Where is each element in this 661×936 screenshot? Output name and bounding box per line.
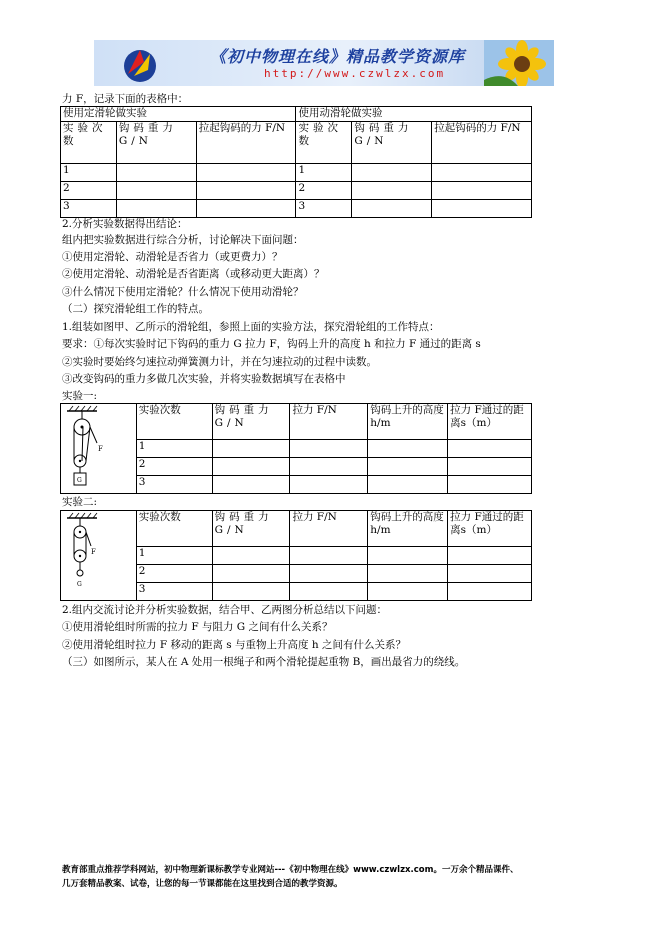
- row-number: 1: [296, 164, 352, 182]
- footer-line-1: 教育部重点推荐学科网站，初中物理新课标教学专业网站---《初中物理在线》www.czwlzx.com。一万余个精品课件、: [62, 865, 519, 875]
- section-two-item1: 1.组装如图甲、乙所示的滑轮组，参照上面的实验方法，探究滑轮组的工作特点：: [62, 321, 440, 333]
- col-weight: 钩码重力 G/N: [212, 404, 290, 440]
- exp1-label: 实验一:: [62, 390, 98, 402]
- row-number: 2: [296, 182, 352, 200]
- sunflower-image: [484, 40, 554, 86]
- banner-title: 《初中物理在线》精品教学资源库: [210, 47, 466, 66]
- row-number: 3: [61, 200, 117, 218]
- banner-url[interactable]: http://www.czwlzx.com: [264, 67, 446, 80]
- section-two-req3: ③改变钩码的重力多做几次实验，并将实验数据填写在表格中: [62, 373, 346, 385]
- col-height: 钩码上升的高度 h/m: [368, 511, 448, 547]
- col-trial: 实验次数: [136, 404, 212, 440]
- section2-q2: ②使用定滑轮、动滑轮是否省距离（或移动更大距离）？: [62, 268, 325, 280]
- site-logo: [120, 44, 160, 84]
- col-weight: 钩码重力 G/N: [116, 122, 196, 164]
- col-trial: 实验次数: [61, 122, 117, 164]
- row-number: 3: [136, 583, 212, 601]
- section2b-q2: ②使用滑轮组时拉力 F 移动的距离 s 与重物上升高度 h 之间有什么关系？: [62, 639, 406, 651]
- weight-label-icon: G: [77, 477, 82, 484]
- exp2-label: 实验二:: [62, 496, 98, 508]
- force-label-icon: F: [91, 548, 96, 556]
- movable-pulley-header: 使用动滑轮做实验: [296, 107, 532, 122]
- section2-heading: 2.分析实验数据得出结论：: [62, 218, 188, 230]
- row-number: 2: [136, 565, 212, 583]
- col-distance: 拉力 F通过的距离s（m）: [448, 511, 532, 547]
- force-label-icon: F: [98, 445, 103, 453]
- section-three: （三）如图所示，某人在 A 处用一根绳子和两个滑轮提起重物 B，画出最省力的绕线。: [62, 656, 466, 668]
- row-number: 1: [61, 164, 117, 182]
- section2-q3: ③什么情况下使用定滑轮？什么情况下使用动滑轮？: [62, 286, 304, 298]
- row-number: 3: [136, 476, 212, 494]
- pulley-figure-1: [63, 405, 131, 491]
- footer: [62, 863, 518, 891]
- col-force: 拉力 F/N: [290, 404, 368, 440]
- row-number: 1: [136, 547, 212, 565]
- header-banner: [94, 40, 554, 86]
- col-trial: 实验次数: [136, 511, 212, 547]
- weight-label-icon: G: [77, 581, 82, 588]
- section-two-req1: 要求：①每次实验时记下钩码的重力 G 拉力 F，钩码上升的高度 h 和拉力 F 通过的距离 s: [62, 338, 481, 350]
- footer-line-2: 几万套精品教案、试卷，让您的每一节课都能在这里找到合适的教学资源。: [62, 879, 343, 889]
- col-weight: 钩码重力 G/N: [212, 511, 290, 547]
- fixed-pulley-header: 使用定滑轮做实验: [61, 107, 296, 122]
- intro-line: 力 F，记录下面的表格中：: [62, 93, 189, 105]
- col-height: 钩码上升的高度 h/m: [368, 404, 448, 440]
- row-number: 2: [136, 458, 212, 476]
- pulley-table: [60, 106, 532, 218]
- section-two-req2: ②实验时要始终匀速拉动弹簧测力计，并在匀速拉动的过程中读数。: [62, 356, 377, 368]
- col-force: 拉力 F/N: [290, 511, 368, 547]
- pulley-figure-2: [63, 512, 131, 598]
- section-two-heading: （二）探究滑轮组工作的特点。: [62, 303, 209, 315]
- col-force: 拉起钩码的力 F/N: [196, 122, 296, 164]
- section2-q1: ①使用定滑轮、动滑轮是否省力（或更费力）？: [62, 251, 283, 263]
- col-distance: 拉力 F通过的距离s（m）: [448, 404, 532, 440]
- section2-lead: 组内把实验数据进行综合分析，讨论解决下面问题：: [62, 234, 304, 246]
- section2b-heading: 2.组内交流讨论并分析实验数据，结合甲、乙两图分析总结以下问题：: [62, 604, 388, 616]
- col-weight: 钩码重力 G/N: [352, 122, 432, 164]
- section2b-q1: ①使用滑轮组时所需的拉力 F 与阻力 G 之间有什么关系？: [62, 621, 333, 633]
- col-force: 拉起钩码的力 F/N: [432, 122, 532, 164]
- row-number: 3: [296, 200, 352, 218]
- row-number: 1: [136, 440, 212, 458]
- col-trial: 实验次数: [296, 122, 352, 164]
- row-number: 2: [61, 182, 117, 200]
